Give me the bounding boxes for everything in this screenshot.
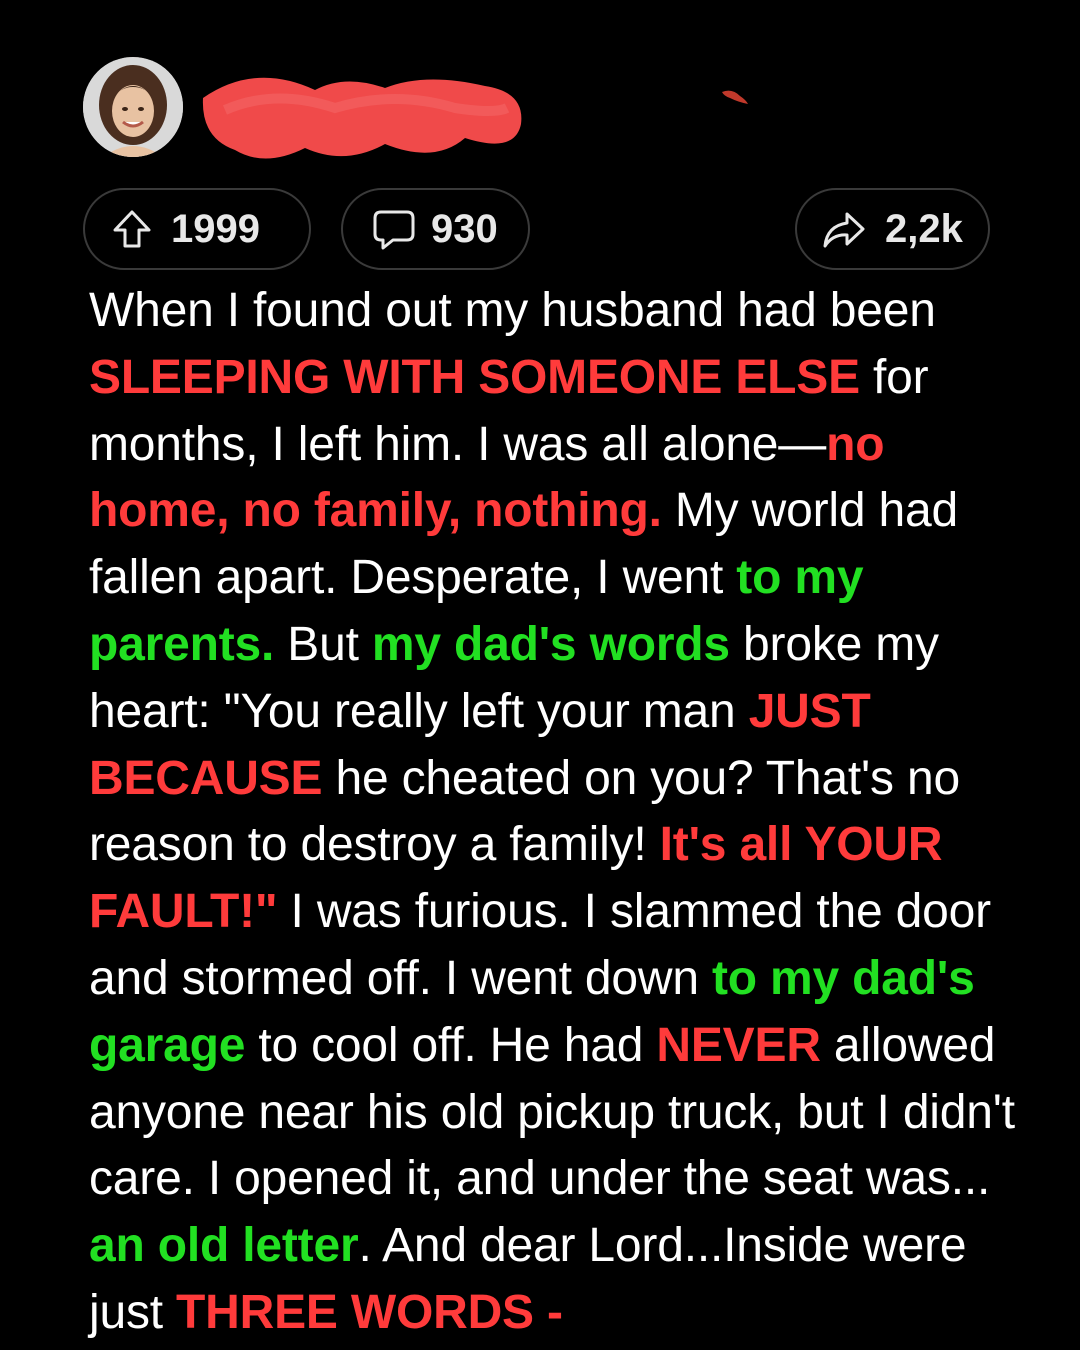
story-segment: he cheated on you? That's no reason to destroy a family! bbox=[89, 751, 960, 872]
story-segment-highlight-red: THREE WORDS - bbox=[176, 1285, 563, 1339]
decorative-speck bbox=[718, 86, 752, 106]
story-segment: When I found out my husband had been bbox=[89, 284, 936, 337]
story-segment: But bbox=[274, 617, 372, 671]
story-segment-highlight-green: my dad's words bbox=[371, 617, 730, 671]
comments-button[interactable] bbox=[341, 188, 530, 270]
story-segment-highlight-red: NEVER bbox=[656, 1018, 821, 1072]
story-segment: . And dear Lord...Inside were just bbox=[89, 1219, 967, 1339]
upvote-button[interactable] bbox=[83, 188, 311, 270]
redaction-scribble bbox=[195, 68, 530, 168]
share-arrow-icon bbox=[821, 208, 867, 250]
comment-count: 930 bbox=[431, 206, 498, 251]
share-count: 2,2k bbox=[885, 206, 963, 251]
story-segment: I was furious. I slammed the door and stormed off. I went down bbox=[89, 885, 991, 1005]
story-segment: to cool off. He had bbox=[245, 1018, 657, 1072]
story-segment: My world had fallen apart. Desperate, I went bbox=[89, 484, 958, 605]
story-segment-highlight-green: an old letter bbox=[89, 1219, 359, 1273]
story-segment-highlight-green: to my parents. bbox=[89, 551, 864, 671]
story-segment: broke my heart: "You really left your man bbox=[89, 617, 939, 738]
story-segment-highlight-red: It's all YOUR FAULT!" bbox=[89, 818, 943, 939]
speech-bubble-icon bbox=[371, 208, 417, 250]
arrow-up-icon bbox=[111, 208, 153, 250]
upvote-count: 1999 bbox=[171, 206, 260, 251]
story-segment-highlight-green: to my dad's garage bbox=[89, 951, 975, 1072]
story-segment-highlight-red: no home, no family, nothing. bbox=[89, 417, 885, 538]
story-segment: for months, I left him. I was all alone— bbox=[89, 350, 929, 471]
story-segment-highlight-red: JUST BECAUSE bbox=[89, 684, 871, 805]
share-button[interactable] bbox=[795, 188, 990, 270]
story-segment-highlight-red: SLEEPING WITH SOMEONE ELSE bbox=[89, 350, 860, 404]
avatar[interactable] bbox=[83, 57, 183, 157]
story-text bbox=[89, 278, 1034, 1347]
story-segment: allowed anyone near his old pickup truck, but I didn't care. I opened it, and under the seat was... bbox=[89, 1018, 1015, 1206]
